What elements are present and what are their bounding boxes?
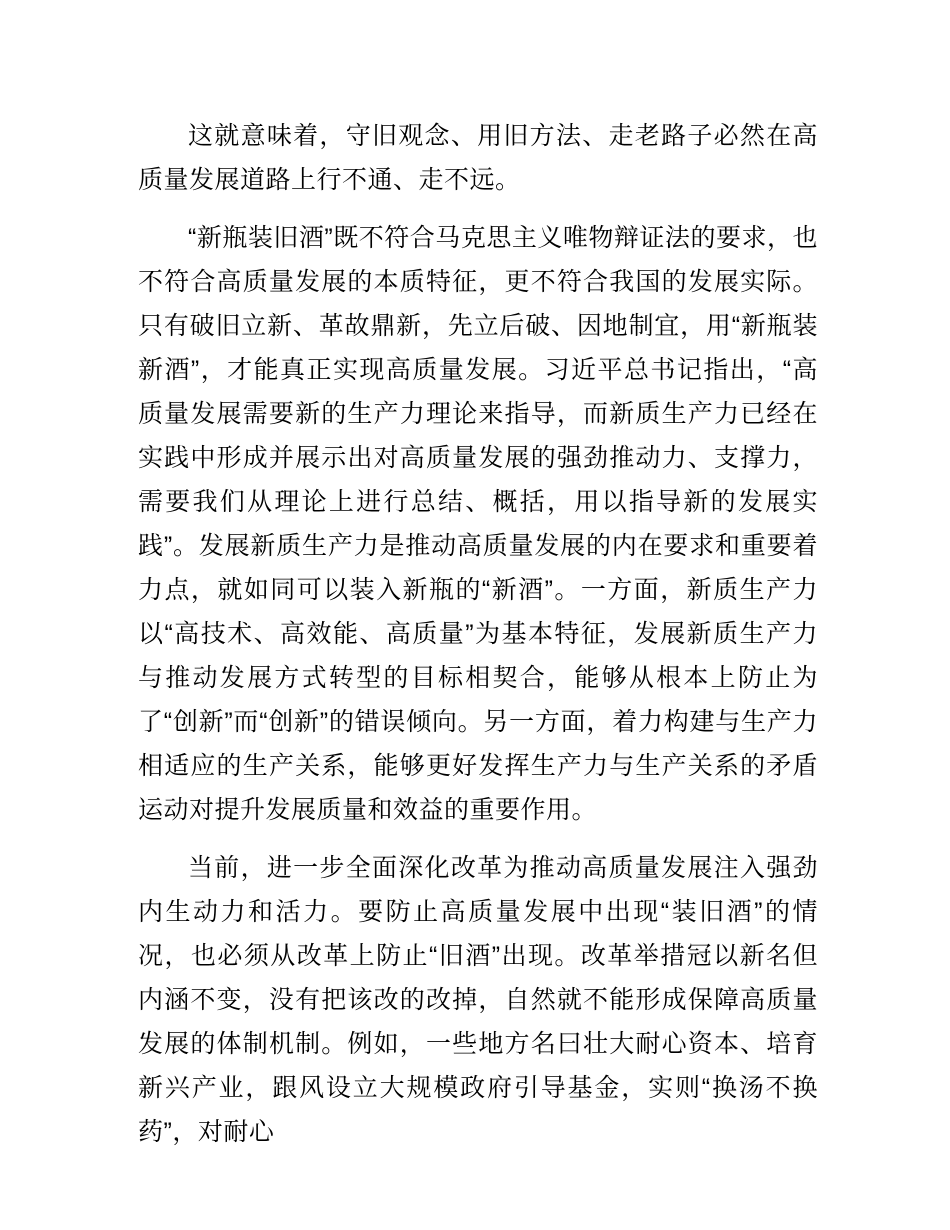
paragraph-2: “新瓶装旧酒”既不符合马克思主义唯物辩证法的要求，也不符合高质量发展的本质特征，更不符合我国的发展实际。只有破旧立新、革故鼎新，先立后破、因地制宜，用“新瓶装新酒”，才能真正实现高质量发展。习近平总书记指出，“高质量发展需要新的生产力理论来指导，而新质生产力已经在实践中形成并展示出对高质量发展的强劲推动力、支撑力，需要我们从理论上进行总结、概括，用以指导新的发展实践”。发展新质生产力是推动高质量发展的内在要求和重要着力点，就如同可以装入新瓶的“新酒”。一方面，新质生产力以“高技术、高效能、高质量”为基本特征，发展新质生产力与推动发展方式转型的目标相契合，能够从根本上防止为了“创新”而“创新”的错误倾向。另一方面，着力构建与生产力相适应的生产关系，能够更好发挥生产力与生产关系的矛盾运动对提升发展质量和效益的重要作用。 — [138, 224, 818, 824]
paragraph-3: 当前，进一步全面深化改革为推动高质量发展注入强劲内生动力和活力。要防止高质量发展中出现“装旧酒”的情况，也必须从改革上防止“旧酒”出现。改革举措冠以新名但内涵不变，没有把该改的改掉，自然就不能形成保障高质量发展的体制机制。例如，一些地方名曰壮大耐心资本、培育新兴产业，跟风设立大规模政府引导基金，实则“换汤不换药”，对耐心 — [138, 854, 818, 1146]
paragraph-1: 这就意味着，守旧观念、用旧方法、走老路子必然在高质量发展道路上行不通、走不远。 — [138, 122, 818, 194]
